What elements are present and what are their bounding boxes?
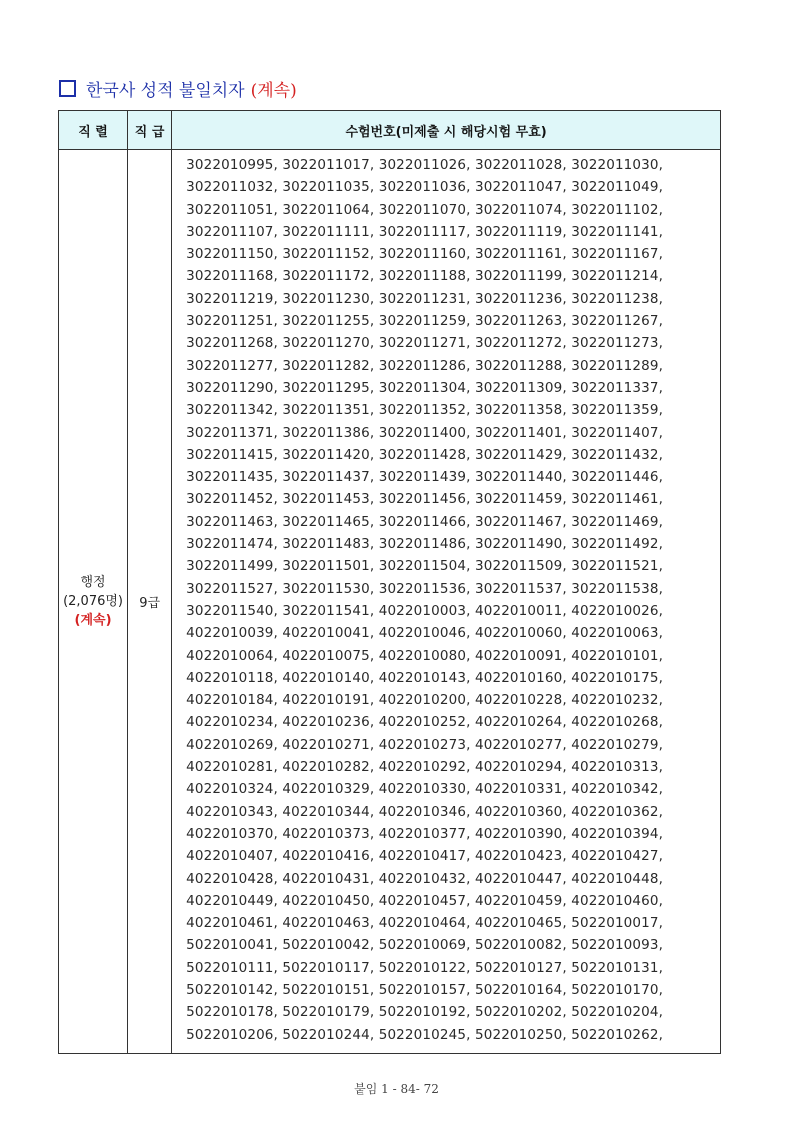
- exam-number-line: 5022010178, 5022010179, 5022010192, 5022010202, 5022010204,: [186, 1004, 664, 1021]
- exam-number-line: 4022010461, 4022010463, 4022010464, 4022010465, 5022010017,: [186, 915, 664, 932]
- table-row: [59, 150, 721, 1054]
- exam-number-line: 4022010184, 4022010191, 4022010200, 4022010228, 4022010232,: [186, 692, 664, 709]
- section-title: [59, 74, 297, 102]
- candidate-table: [58, 110, 721, 1054]
- exam-number-line: 4022010343, 4022010344, 4022010346, 4022010360, 4022010362,: [186, 803, 664, 820]
- table-header-row: [59, 111, 721, 150]
- checkbox-square-icon: [59, 80, 76, 97]
- exam-number-line: 3022011251, 3022011255, 3022011259, 3022011263, 3022011267,: [186, 313, 664, 330]
- exam-number-line: 3022011463, 3022011465, 3022011466, 3022011467, 3022011469,: [186, 513, 664, 530]
- header-exam-numbers: 수험번호(미제출 시 해당시험 무효): [172, 111, 721, 150]
- exam-number-line: 3022011415, 3022011420, 3022011428, 3022011429, 3022011432,: [186, 446, 664, 463]
- header-job-series: 직 렬: [59, 111, 128, 150]
- exam-number-line: 3022011032, 3022011035, 3022011036, 3022011047, 3022011049,: [186, 179, 664, 196]
- exam-number-line: 3022011540, 3022011541, 4022010003, 4022010011, 4022010026,: [186, 602, 664, 619]
- title-continued: (계속): [250, 80, 297, 101]
- exam-number-line: 3022011219, 3022011230, 3022011231, 3022011236, 3022011238,: [186, 290, 664, 307]
- exam-number-line: 4022010039, 4022010041, 4022010046, 4022010060, 4022010063,: [186, 625, 664, 642]
- job-series-count: (2,076명): [63, 594, 123, 609]
- exam-number-line: 3022011474, 3022011483, 3022011486, 3022011490, 3022011492,: [186, 536, 664, 553]
- exam-number-line: 5022010206, 5022010244, 5022010245, 5022010250, 5022010262,: [186, 1026, 664, 1043]
- job-series-label: 행정: [80, 575, 106, 590]
- exam-number-line: 3022011277, 3022011282, 3022011286, 3022011288, 3022011289,: [186, 357, 664, 374]
- job-series-cell: [59, 150, 128, 1054]
- exam-number-line: 3022011435, 3022011437, 3022011439, 3022011440, 3022011446,: [186, 469, 664, 486]
- exam-number-line: 4022010449, 4022010450, 4022010457, 4022010459, 4022010460,: [186, 892, 664, 909]
- exam-number-line: 5022010142, 5022010151, 5022010157, 5022010164, 5022010170,: [186, 981, 664, 998]
- exam-number-line: 4022010407, 4022010416, 4022010417, 4022010423, 4022010427,: [186, 848, 664, 865]
- exam-number-line: 3022011527, 3022011530, 3022011536, 3022011537, 3022011538,: [186, 580, 664, 597]
- exam-number-line: 5022010111, 5022010117, 5022010122, 5022010127, 5022010131,: [186, 959, 664, 976]
- exam-number-line: 3022011452, 3022011453, 3022011456, 3022011459, 3022011461,: [186, 491, 664, 508]
- title-text: 한국사 성적 불일치자: [86, 80, 245, 101]
- exam-numbers-cell: [172, 150, 721, 1054]
- exam-number-line: 4022010118, 4022010140, 4022010143, 4022010160, 4022010175,: [186, 669, 664, 686]
- exam-number-line: 3022011499, 3022011501, 3022011504, 3022011509, 3022011521,: [186, 558, 664, 575]
- exam-number-line: 3022011051, 3022011064, 3022011070, 3022011074, 3022011102,: [186, 201, 664, 218]
- exam-number-line: 5022010041, 5022010042, 5022010069, 5022010082, 5022010093,: [186, 937, 664, 954]
- exam-number-line: 3022011268, 3022011270, 3022011271, 3022011272, 3022011273,: [186, 335, 664, 352]
- exam-number-list: [172, 150, 720, 1046]
- grade-cell: 9급: [128, 150, 172, 1054]
- exam-number-line: 4022010234, 4022010236, 4022010252, 4022010264, 4022010268,: [186, 714, 664, 731]
- header-grade: 직 급: [128, 111, 172, 150]
- exam-number-line: 3022010995, 3022011017, 3022011026, 3022011028, 3022011030,: [186, 157, 664, 173]
- job-series-continued: (계속): [74, 613, 112, 628]
- exam-number-line: 3022011168, 3022011172, 3022011188, 3022011199, 3022011214,: [186, 268, 664, 285]
- exam-number-line: 4022010370, 4022010373, 4022010377, 4022010390, 4022010394,: [186, 825, 664, 842]
- page-footer: 붙임 1 - 84- 72: [354, 1082, 439, 1096]
- exam-number-line: 3022011371, 3022011386, 3022011400, 3022011401, 3022011407,: [186, 424, 664, 441]
- exam-number-line: 4022010064, 4022010075, 4022010080, 4022010091, 4022010101,: [186, 647, 664, 664]
- exam-number-line: 4022010428, 4022010431, 4022010432, 4022010447, 4022010448,: [186, 870, 664, 887]
- exam-number-line: 3022011107, 3022011111, 3022011117, 3022011119, 3022011141,: [186, 223, 664, 240]
- exam-number-line: 3022011150, 3022011152, 3022011160, 3022011161, 3022011167,: [186, 246, 664, 263]
- exam-number-line: 4022010281, 4022010282, 4022010292, 4022010294, 4022010313,: [186, 759, 664, 776]
- exam-number-line: 4022010269, 4022010271, 4022010273, 4022010277, 4022010279,: [186, 736, 664, 753]
- exam-number-line: 3022011342, 3022011351, 3022011352, 3022011358, 3022011359,: [186, 402, 664, 419]
- exam-number-line: 3022011290, 3022011295, 3022011304, 3022011309, 3022011337,: [186, 379, 664, 396]
- exam-number-line: 4022010324, 4022010329, 4022010330, 4022010331, 4022010342,: [186, 781, 664, 798]
